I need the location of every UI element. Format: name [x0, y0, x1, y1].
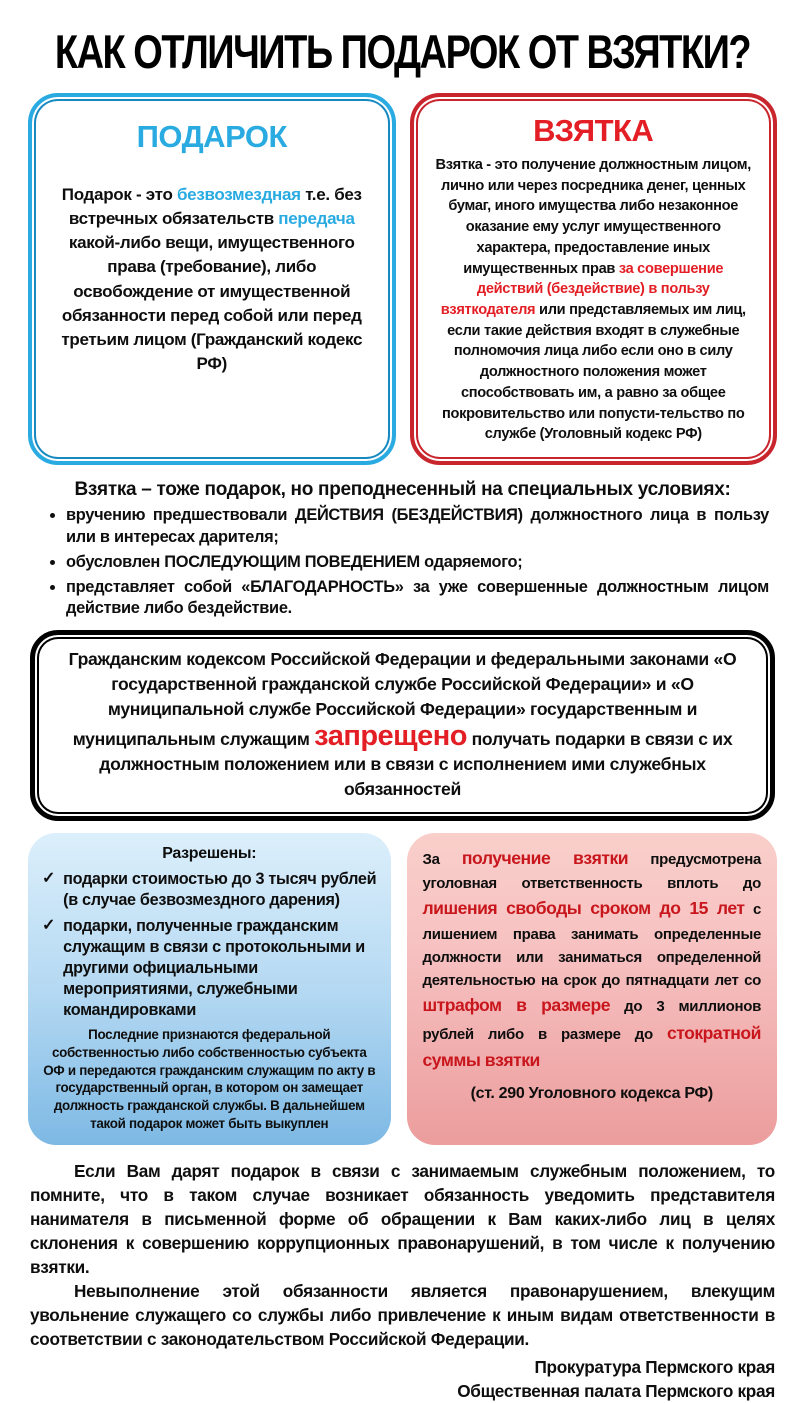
condition-item: • представляет собой «БЛАГОДАРНОСТЬ» за уже совершенные должностным лицом действие либо бездействие. — [66, 577, 769, 621]
gift-body-text: какой-либо вещи, имущественного права (требование), либо освобождение от имущественной обязанности перед собой или перед третьим лицом (Гражданский кодекс РФ) — [61, 233, 362, 373]
allowed-gifts-card — [28, 833, 391, 1145]
penalty-law-reference: (ст. 290 Уголовного кодекса РФ) — [423, 1082, 762, 1107]
prohibition-text: получать подарки в связи с их должностным положением или в связи с исполнением ими служебных обязанностей — [99, 729, 732, 799]
gift-body-text: Подарок - это — [62, 185, 177, 204]
penalty-text: предусмотрена уголовная ответственность вплоть до — [423, 851, 762, 892]
penalty-highlight: лишения свободы сроком до 15 лет — [423, 898, 745, 918]
penalty-highlight: стократной суммы взятки — [423, 1023, 762, 1070]
gift-card-body — [48, 183, 376, 376]
page-title — [28, 32, 777, 75]
allowed-card-note: Последние признаются федеральной собственностью либо собственностью субъекта ОФ и передаются гражданским служащим по акту в государственный орган, в котором он замещает должность гражданской службы. В дальнейшем такой подарок может быть выкуплен — [40, 1026, 379, 1132]
penalty-card — [407, 833, 778, 1145]
bottom-cards-row — [28, 833, 777, 1145]
bribe-body-highlight: за совершение действий (бездействие) в пользу взяткодателя — [441, 261, 723, 318]
allowed-item — [42, 869, 379, 911]
definition-cards-row — [28, 93, 777, 465]
footer-section — [30, 1159, 775, 1403]
allowed-item-text: подарки стоимостью до 3 тысяч рублей (в случае безвозмездного дарения) — [63, 869, 378, 911]
checkmark-icon: ✓ — [42, 869, 55, 911]
conditions-heading: Взятка – тоже подарок, но преподнесенный на специальных условиях: — [36, 479, 769, 501]
footer-paragraph: Невыполнение этой обязанности является правонарушением, влекущим увольнение служащего со службы либо привлечение к иным видам ответственности в соответствии с законодательством Российской Федерации. — [30, 1279, 775, 1351]
gift-card-title: ПОДАРОК — [48, 119, 376, 155]
allowed-item — [42, 916, 379, 1021]
prohibition-text: Гражданским кодексом Российской Федерации и федеральными законами «О государственной гражданской службе Российской Федерации» и «О муниципальной службе Российской Федерации» государственным и муниципальным служащим — [69, 649, 737, 749]
penalty-body — [423, 845, 762, 1074]
signature-line: Прокуратура Пермского края — [30, 1355, 775, 1379]
penalty-highlight: получение взятки — [462, 848, 628, 868]
condition-item: • обусловлен ПОСЛЕДУЮЩИМ ПОВЕДЕНИЕМ одаряемого; — [66, 552, 769, 574]
gift-body-highlight: передача — [278, 209, 354, 228]
bribe-definition-card — [410, 93, 778, 465]
penalty-highlight: штрафом в размере — [423, 995, 611, 1015]
allowed-item-text: подарки, полученные гражданским служащим в связи с протокольными и другими официальными мероприятиями, служебными командировками — [63, 916, 378, 1021]
signature-line: Общественная палата Пермского края — [30, 1379, 775, 1403]
prohibition-highlight: запрещено — [314, 720, 467, 752]
penalty-text: до 3 миллионов рублей либо в размере до — [423, 998, 762, 1042]
bribe-card-title: ВЗЯТКА — [430, 113, 758, 149]
gift-body-highlight: безвозмездная — [177, 185, 301, 204]
prohibition-box — [30, 630, 775, 821]
bribe-body-text: Взятка - это получение должностным лицом, лично или через посредника денег, ценных бумаг, иного имущества либо незаконное оказание ему услуг имущественного характера, предоставление иных имущественных прав — [435, 157, 751, 277]
checkmark-icon: ✓ — [42, 916, 55, 1021]
penalty-text: За — [423, 851, 462, 868]
penalty-text: с лишением права занимать определенные должности или заниматься определенной деятельностью на срок до пятнадцати лет со — [423, 901, 762, 989]
bribe-body-text: или представляемых им лиц, если такие действия входят в служебные полномочия лица либо если оно в силу должностного положения может способствовать им, а равно за общее покровительство или попусти-тельство по службе (Уголовный кодекс РФ) — [442, 302, 746, 442]
conditions-list — [36, 505, 769, 620]
signature-block — [30, 1355, 775, 1403]
footer-paragraph: Если Вам дарят подарок в связи с занимаемым служебным положением, то помните, что в таком случае возникает обязанность уведомить представителя нанимателя в письменной форме об обращении к Вам каких-либо лиц в целях склонения к совершению коррупционных правонарушений, в том числе к получению взятки. — [30, 1159, 775, 1279]
bribe-conditions-section — [36, 479, 769, 620]
page-title-text: КАК ОТЛИЧИТЬ ПОДАРОК ОТ ВЗЯТКИ? — [55, 27, 750, 81]
bribe-card-body — [430, 155, 758, 445]
gift-definition-card — [28, 93, 396, 465]
gift-body-text: т.е. без встречных обязательств — [69, 185, 362, 228]
condition-item: • вручению предшествовали ДЕЙСТВИЯ (БЕЗДЕЙСТВИЯ) должностного лица в пользу или в интересах дарителя; — [66, 505, 769, 549]
allowed-card-title: Разрешены: — [40, 845, 379, 863]
